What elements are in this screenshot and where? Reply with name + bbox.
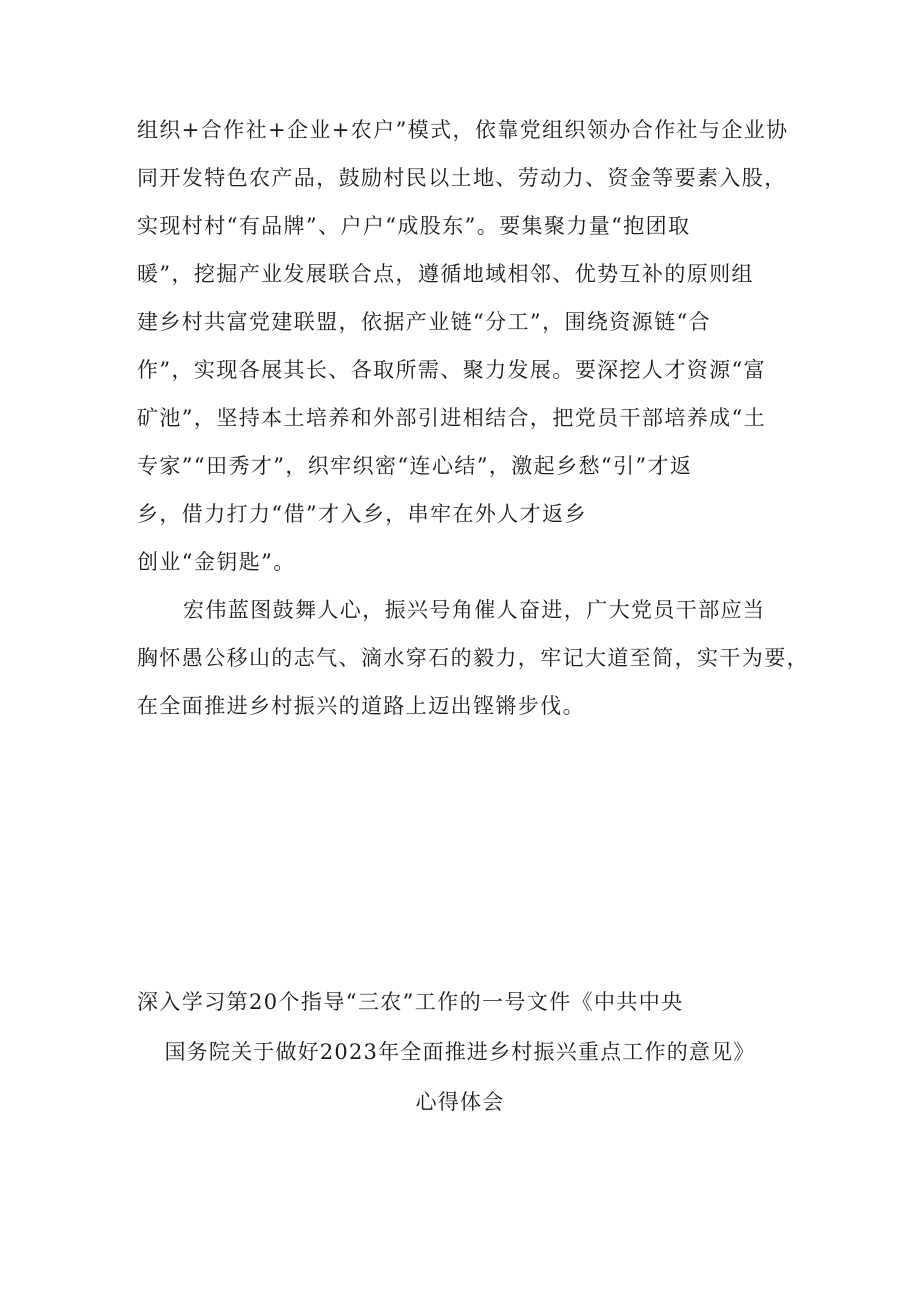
paragraph-line: 组织+合作社+企业+农户”模式，依靠党组织领办合作社与企业协: [137, 118, 789, 142]
paragraph-line: 乡，借力打力“借”才入乡，串牢在外人才返乡: [137, 502, 587, 526]
paragraph-line: 矿池”，坚持本土培养和外部引进相结合，把党员干部培养成“土: [137, 406, 767, 430]
paragraph-line: 创业“金钥匙”。: [137, 550, 296, 574]
paragraph-line: 胸怀愚公移山的志气、滴水穿石的毅力，牢记大道至简，实干为要，: [137, 646, 809, 670]
title-line-2: 国务院关于做好2023年全面推进乡村振兴重点工作的意见》: [164, 1040, 756, 1064]
paragraph-line: 宏伟蓝图鼓舞人心，振兴号角催人奋进，广大党员干部应当: [183, 598, 766, 622]
title-line-3: 心得体会: [415, 1090, 505, 1114]
paragraph-line: 建乡村共富党建联盟，依据产业链“分工”，围绕资源链“合: [137, 310, 712, 334]
title-line-1: 深入学习第20个指导“三农”工作的一号文件《中共中央: [137, 990, 684, 1014]
paragraph-line: 作”，实现各展其长、各取所需、聚力发展。要深挖人才资源“富: [137, 358, 767, 382]
paragraph-line: 专家”“田秀才”，织牢织密“连心结”，激起乡愁“引”才返: [137, 454, 693, 478]
paragraph-line: 在全面推进乡村振兴的道路上迈出铿锵步伐。: [137, 694, 585, 718]
paragraph-line: 同开发特色农产品，鼓励村民以土地、劳动力、资金等要素入股，: [137, 166, 787, 190]
paragraph-line: 实现村村“有品牌”、户户“成股东”。要集聚力量“抱团取: [137, 214, 691, 238]
paragraph-line: 暖”，挖掘产业发展联合点，遵循地域相邻、优势互补的原则组: [137, 262, 754, 286]
